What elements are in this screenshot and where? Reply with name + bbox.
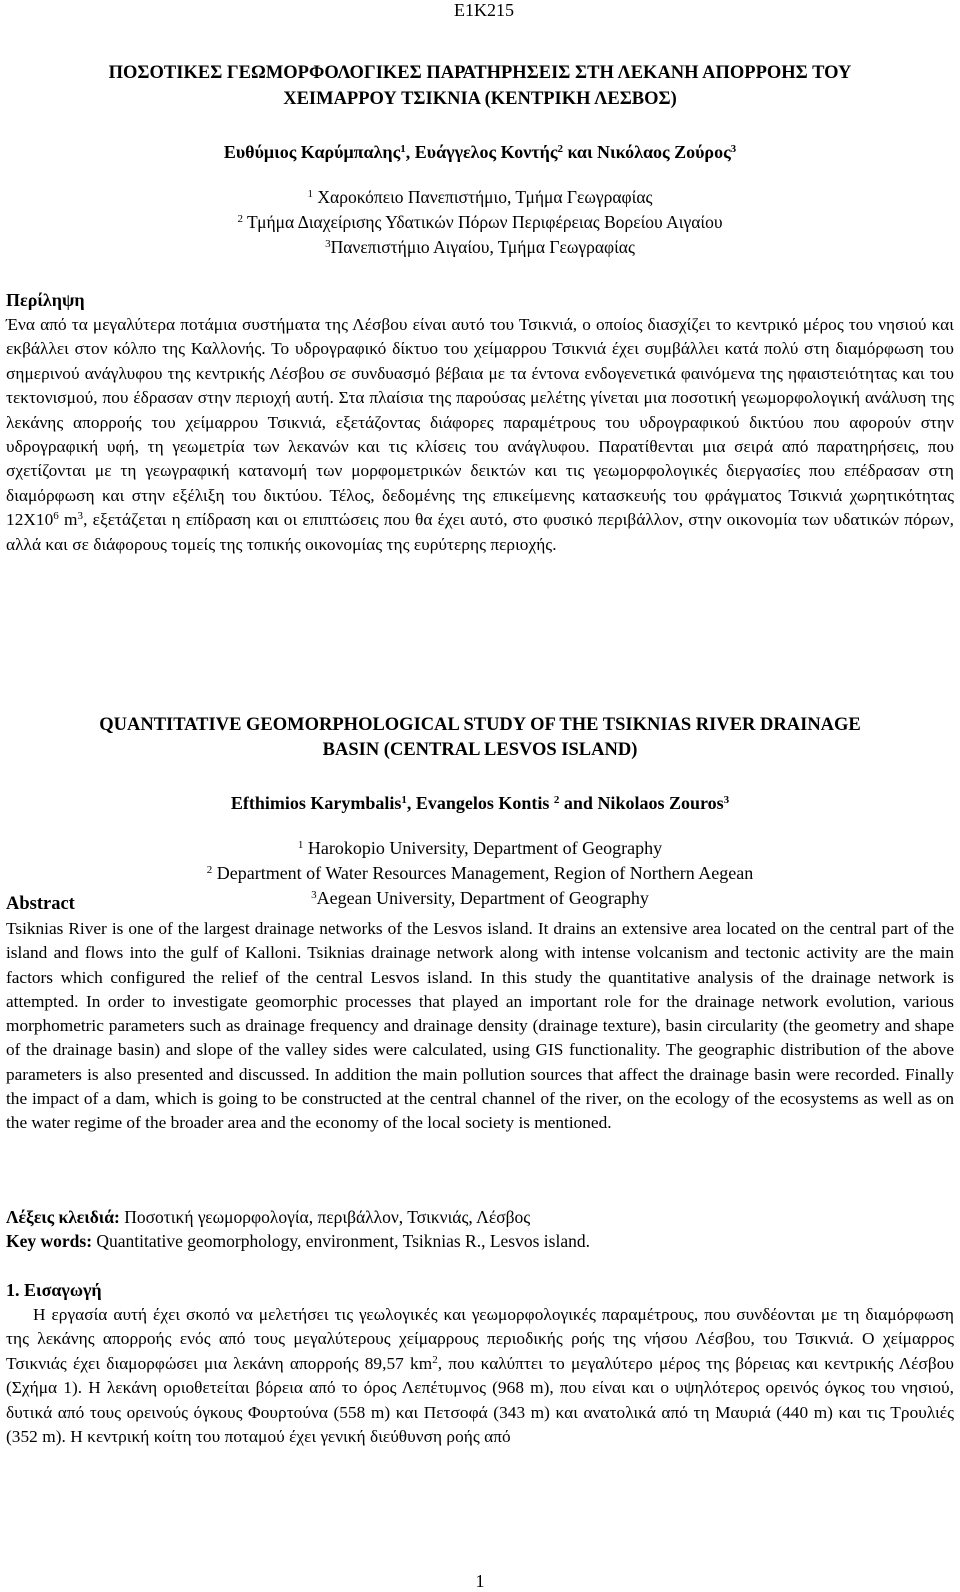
english-affil-1 xyxy=(6,836,954,861)
english-author-2-sup: 2 xyxy=(553,794,560,806)
greek-abstract xyxy=(6,289,954,557)
english-author-and: and xyxy=(559,793,598,813)
greek-author-3: Νικόλαος Ζούρος xyxy=(597,142,731,162)
greek-affil-1 xyxy=(6,185,954,210)
greek-author-2: Ευάγγελος Κοντής xyxy=(414,142,558,162)
greek-affil-2-sup: 2 xyxy=(237,213,243,225)
greek-title-line1: ΠΟΣΟΤΙΚΕΣ ΓΕΩΜΟΡΦΟΛΟΓΙΚΕΣ ΠΑΡΑΤΗΡΗΣΕΙΣ ΣΤΗ ΛΕΚΑΝΗ ΑΠΟΡΡΟΗΣ ΤΟΥ xyxy=(108,63,852,83)
english-affil-2-sup: 2 xyxy=(206,864,213,876)
english-author-3: Nikolaos Zouros xyxy=(597,793,724,813)
english-affil-1-text: Harokopio University, Department of Geography xyxy=(303,838,663,858)
greek-affil-2 xyxy=(6,210,954,235)
intro-part2: , που καλύπτει το μεγαλύτερο μέρος της βόρειας και κεντρικής Λέσβου (Σχήμα 1). Η λεκάνη οριοθετείται βόρεια από το όρος Λεπέτυμνος (968 m), που είναι και ο υψηλότερος ορεινός όγκος του νησιού, δυτικά από τους ορεινούς όγκους Φουρτούνα (558 m) και Πετσοφά (343 m) και ανατολικά από τη Μαυριά (440 m) και τις Τρουλιές (352 m). Η κεντρική κοίτη του ποταμού έχει γενική διεύθυνση ροής από xyxy=(6,1353,954,1447)
english-keywords xyxy=(6,1229,954,1253)
greek-title-line2: ΧΕΙΜΑΡΡΟΥ ΤΣΙΚΝΙΑ (ΚΕΝΤΡΙΚΗ ΛΕΣΒΟΣ) xyxy=(283,89,677,109)
english-abstract-heading: Abstract xyxy=(6,894,75,914)
english-affil-3-sup: 3 xyxy=(311,889,317,901)
greek-abstract-heading: Περίληψη xyxy=(6,290,85,310)
greek-affil-3 xyxy=(6,235,954,260)
introduction xyxy=(6,1279,954,1449)
keywords-block xyxy=(6,1205,954,1253)
intro-part1: Η εργασία αυτή έχει σκοπό να μελετήσει τις γεωλογικές και γεωμορφολογικές παραμέτρους, που συνδέονται με τη διαμόρφωση της λεκάνης απορροής ενός από τους μεγαλύτερους χείμαρρους περιοδικής ροής της νήσου Λέσβου, του Τσικνιά. Ο χείμαρρος Τσικνιάς έχει διαμορφώσει μια λεκάνη απορροής 89,57 km xyxy=(6,1305,954,1373)
greek-abstract-sup2: 3 xyxy=(77,510,84,523)
english-author-1: Efthimios Karymbalis xyxy=(230,793,402,813)
english-title-line1: QUANTITATIVE GEOMORPHOLOGICAL STUDY OF THE TSIKNIAS RIVER DRAINAGE xyxy=(99,715,861,735)
english-author-3-sup: 3 xyxy=(723,794,730,806)
english-title xyxy=(6,714,954,762)
greek-keywords xyxy=(6,1205,954,1229)
greek-abstract-sup1: 6 xyxy=(53,510,59,523)
paper-code: E1K215 xyxy=(454,0,514,20)
greek-affil-3-text: Πανεπιστήμιο Αιγαίου, Τμήμα Γεωγραφίας xyxy=(330,237,635,257)
english-title-line2: BASIN (CENTRAL LESVOS ISLAND) xyxy=(322,740,638,760)
english-author-1-sup: 1 xyxy=(401,794,407,806)
english-affil-2-text: Department of Water Resources Management, Region of Northern Aegean xyxy=(212,863,754,883)
english-abstract-text: Tsiknias River is one of the largest drainage networks of the Lesvos island. It drains an extensive area located on the central part of the island and flows into the gulf of Kalloni. Tsiknias drainage network along with intense volcanism and tectonic activity are the main factors which configured the relief of the central Lesvos island. In this study the quantitative analysis of the drainage network is attempted. In order to investigate geomorphic processes that played an important role for the drainage network evolution, various morphometric parameters such as drainage frequency and drainage density (drainage texture), basin circularity (the geometry and shape of the drainage basin) and slope of the valley sides were calculated, using GIS functionality. The geographic distribution of the above parameters is also presented and discussed. In addition the main pollution sources that affect the drainage basin were recorded. Finally the impact of a dam, which is going to be constructed at the central channel of the river, on the ecology of the ecosystems as well as on the water regime of the broader area and the economy of the local society is mentioned. xyxy=(6,919,954,1133)
greek-affil-2-text: Τμήμα Διαχείρισης Υδατικών Πόρων Περιφέρειας Βορείου Αιγαίου xyxy=(242,212,723,232)
greek-keywords-label: Λέξεις κλειδιά: xyxy=(6,1207,120,1227)
greek-author-sep: , xyxy=(405,142,415,162)
english-keywords-label: Key words: xyxy=(6,1231,93,1251)
english-keywords-value: Quantitative geomorphology, environment, Tsiknias R., Lesvos island. xyxy=(92,1231,590,1251)
intro-sup: 2 xyxy=(432,1353,438,1366)
greek-abstract-part2: m xyxy=(58,510,78,530)
greek-title xyxy=(6,62,954,111)
english-authors xyxy=(6,792,954,814)
intro-text xyxy=(6,1303,954,1449)
english-abstract xyxy=(6,893,954,1136)
greek-author-3-sup: 3 xyxy=(730,143,737,155)
greek-authors xyxy=(6,141,954,163)
greek-author-and: και xyxy=(562,142,598,162)
greek-author-1-sup: 1 xyxy=(400,143,406,155)
english-author-sep: , xyxy=(406,793,416,813)
greek-abstract-part3: , εξετάζεται η επίδραση και οι επιπτώσεις που θα έχει αυτό, στο φυσικό περιβάλλον, στην οικονομία των υδατικών πόρων, αλλά και σε διάφορους τομείς της τοπικής οικονομίας της ευρύτερης περιοχής. xyxy=(6,510,954,554)
intro-heading: 1. Εισαγωγή xyxy=(6,1280,102,1300)
greek-affiliations xyxy=(6,185,954,260)
greek-affil-1-sup: 1 xyxy=(307,188,314,200)
greek-keywords-value: Ποσοτική γεωμορφολογία, περιβάλλον, Τσικνιάς, Λέσβος xyxy=(119,1207,531,1227)
greek-affil-1-text: Χαροκόπειο Πανεπιστήμιο, Τμήμα Γεωγραφίας xyxy=(313,187,653,207)
greek-author-2-sup: 2 xyxy=(557,143,563,155)
english-affil-1-sup: 1 xyxy=(297,839,304,851)
english-affil-2 xyxy=(6,861,954,886)
greek-abstract-part1: Ένα από τα μεγαλύτερα ποτάμια συστήματα της Λέσβου είναι αυτό του Τσικνιά, ο οποίος διασχίζει το κεντρικό μέρος του νησιού και εκβάλλει στον κόλπο της Καλλονής. Το υδρογραφικό δίκτυο του χείμαρρου Τσικνιά έχει συμβάλλει κατά πολύ στη διαμόρφωση του σημερινού ανάγλυφου της κεντρικής Λέσβου σε συνδυασμό βέβαια με τα έντονα ενδογενετικά φαινόμενα της ηφαιστειότητας και του τεκτονισμού, που έδρασαν στην περιοχή αυτή. Στα πλαίσια της παρούσας μελέτης γίνεται μια ποσοτική γεωμορφολογική ανάλυση της λεκάνης απορροής του χείμαρρου Τσικνιά, εξετάζοντας διάφορες παραμέτρους του υδρογραφικού δικτύου που αφορούν στην υδρογραφική υφή, τη γεωμετρία των λεκανών και τις κλίσεις του ανάγλυφου. Παρατίθενται μια σειρά από παρατηρήσεις, που σχετίζονται με τη γεωγραφική κατανομή των μορφομετρικών δεικτών και τις γεωμορφολογικές διεργασίες που επέδρασαν στη διαμόρφωση και στην εξέλιξη του δικτύου. Τέλος, δεδομένης της επικείμενης κατασκευής του φράγματος Τσικνιά χωρητικότητας 12Χ10 xyxy=(6,315,954,530)
english-affil-3-text: Aegean University, Department of Geography xyxy=(316,888,649,908)
greek-abstract-text xyxy=(6,313,954,557)
greek-author-1: Ευθύμιος Καρύμπαλης xyxy=(223,142,401,162)
greek-affil-3-sup: 3 xyxy=(325,238,331,250)
page-number: 1 xyxy=(475,1571,485,1591)
english-author-2: Evangelos Kontis xyxy=(415,793,554,813)
